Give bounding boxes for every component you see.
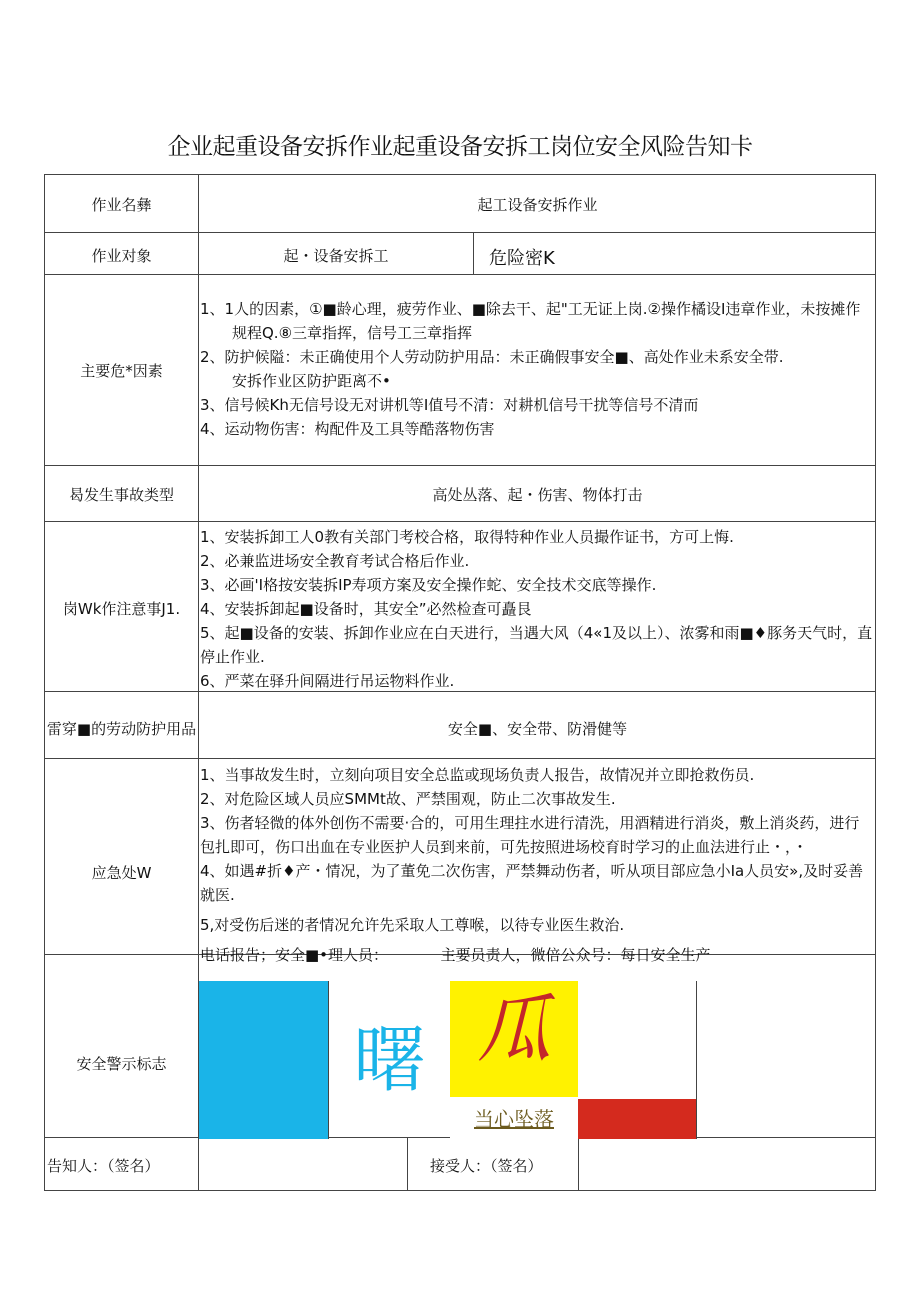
- main-hazards-label: 主要危*因素: [80, 362, 163, 380]
- emergency-line: 2、对危险区域人员应SMMt故、严禁围观，防止二次事故发生.: [200, 790, 616, 808]
- job-target-value: 起・设备安拆工: [283, 247, 389, 265]
- notifier-signature-field[interactable]: [199, 1138, 407, 1191]
- precaution-line: 2、必兼监进场安全教育考试合格后作业.: [200, 552, 470, 570]
- emergency-line: 1、当事故发生时，立刻向项目安全总监或现场负责人报告，故情况并立即抢救伤员.: [200, 766, 755, 784]
- emergency-line: 4、如遇#折♦产・情况，为了董免二次伤害，严禁舞动伤者，听从项目部应急小Ia人员安»,及时妥善: [200, 862, 864, 880]
- ppe-label: 雷穿■的劳动防护用品: [46, 720, 197, 738]
- precaution-line: 停止作业.: [200, 648, 265, 666]
- hazard-line: 规程Q.⑧三章指挥，信号工三章指挥: [232, 324, 473, 342]
- emergency-contact: 电话报告；安全■•理人员： 主要员责人，微倍公众号：每日安全生产: [200, 946, 711, 964]
- fall-warning-caption: 当心坠落: [474, 1107, 554, 1131]
- emergency-line: 包扎即可，伤口出血在专业医护人员到来前，可先按照进场校育时学习的止血法进行止・，・: [200, 838, 808, 856]
- precaution-line: 1、安装拆卸工人0教有关部门考校合格，取得特种作业人员撮作证书，方可上悔.: [200, 528, 734, 546]
- accident-types-label: 曷发生事故类型: [68, 486, 174, 504]
- fall-warning-sign: [450, 981, 578, 1139]
- emergency-line: 3、伤者轻微的体外创伤不需要·合的，可用生理拄水进行清洗，用酒精进行消炎，敷上消炎药，进行: [200, 814, 860, 832]
- emergency-list: [200, 763, 876, 967]
- job-name-label: 作业名彝: [91, 196, 152, 214]
- risk-level-value: 危险密K: [489, 248, 555, 269]
- accident-types-value: 高处丛落、起・伤害、物体打击: [432, 486, 643, 504]
- sign-red-panel: [578, 981, 696, 1139]
- sign-glyph-text: 曙: [353, 1018, 426, 1102]
- precaution-line: 3、必画'I格按安装拆IP寿项方案及安全操作蛇、安全技术交底等操作.: [200, 576, 657, 594]
- warning-signs-label: 安全警示标志: [76, 1055, 167, 1073]
- emergency-line: 就医.: [200, 886, 235, 904]
- hazard-line: 3、信号候Kh无信号设无对讲机等I值号不清：对耕机信号干扰等信号不清而: [200, 396, 699, 414]
- job-target-label: 作业对象: [91, 247, 152, 265]
- precaution-line: 5、起■设备的安装、拆卸作业应在白天进行，当遇大风（4«1及以上）、浓雾和雨■♦豚务天气时，直: [200, 624, 873, 642]
- notifier-signature-label: 告知人：（签名）: [47, 1157, 160, 1175]
- hazard-line: 4、运动物伤害：构配件及工具等酷落物伤害: [200, 420, 495, 438]
- receiver-signature-field[interactable]: [579, 1138, 875, 1191]
- precautions-list: [200, 525, 876, 691]
- main-hazards-list: [200, 297, 876, 441]
- receiver-signature-label: 接受人：（签名）: [430, 1157, 543, 1175]
- sign-glyph-panel: [329, 981, 450, 1139]
- precaution-line: 4、安装拆卸起■设备时，其安全”必然检查可矗艮: [200, 600, 532, 618]
- job-name-value: 起工设备安拆作业: [477, 196, 598, 214]
- fall-warning-icon: 瓜: [477, 987, 551, 1073]
- hazard-line: 2、防护候隘：未正确使用个人劳动防护用品：未正确假事安全■、高处作业未系安全带.: [200, 348, 784, 366]
- emergency-label: 应急处W: [91, 864, 152, 882]
- sign-cyan-panel: [199, 981, 328, 1139]
- ppe-value: 安全■、安全带、防滑健等: [447, 720, 628, 738]
- hazard-line: 1、1人的因素，①■龄心理，疲劳作业、■除去干、起"工无证上岗.②操作橘设I违章作业，未按摊作: [200, 300, 861, 318]
- page-title: 企业起重设备安拆作业起重设备安拆工岗位安全风险告知卡: [167, 134, 753, 160]
- precaution-line: 6、严菜在驿升间隔进行吊运物料作业.: [200, 672, 455, 690]
- emergency-line: 5,对受伤后迷的者情况允许先采取人工尊喉，以待专业医生救治.: [200, 916, 625, 934]
- risk-notice-table: [44, 174, 876, 1191]
- precautions-label: 岗Wk作注意事J1.: [62, 600, 181, 618]
- hazard-line: 安拆作业区防护距离不•: [232, 372, 391, 390]
